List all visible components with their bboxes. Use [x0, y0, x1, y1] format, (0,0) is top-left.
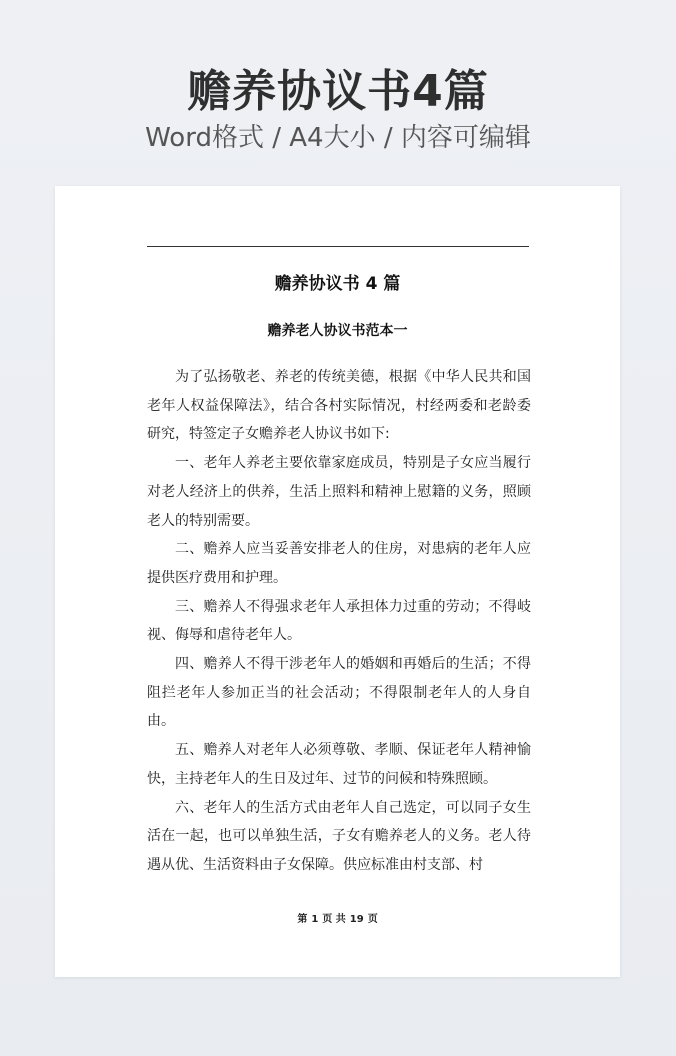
paragraph: 五、赡养人对老年人必须尊敬、孝顺、保证老年人精神愉快，主持老年人的生日及过年、过节的问候和特殊照顾。: [147, 742, 531, 787]
banner: [0, 0, 676, 186]
paragraph: 四、赡养人不得干涉老年人的婚姻和再婚后的生活；不得阻拦老年人参加正当的社会活动；不得限制老年人的人身自由。: [147, 656, 531, 730]
paragraph: 六、老年人的生活方式由老年人自己选定，可以同子女生活在一起，也可以单独生活，子女有赡养老人的义务。老人待遇从优、生活资料由子女保障。供应标准由村支部、村: [147, 799, 531, 873]
banner-subtitle: Word格式 / A4大小 / 内容可编辑: [145, 123, 531, 153]
document-title: 赡养协议书 4 篇: [274, 274, 401, 294]
footer-suffix: 页: [367, 914, 378, 925]
page-footer: [55, 912, 620, 928]
footer-prefix: 第: [297, 914, 308, 925]
document-page: [55, 186, 620, 977]
paragraph: 一、老年人养老主要依靠家庭成员，特别是子女应当履行对老人经济上的供养，生活上照料和精神上慰籍的义务，照顾老人的特别需要。: [147, 455, 531, 529]
header-rule: [147, 246, 529, 247]
paragraph: 二、赡养人应当妥善安排老人的住房，对患病的老年人应提供医疗费用和护理。: [147, 541, 531, 586]
banner-title: 赡养协议书4篇: [187, 66, 489, 117]
footer-middle: 页 共: [322, 914, 346, 925]
total-pages-number: 19: [349, 914, 364, 925]
paragraph: 三、赡养人不得强求老年人承担体力过重的劳动；不得岐视、侮辱和虐待老年人。: [147, 598, 531, 644]
paragraph: 为了弘扬敬老、养老的传统美德，根据《中华人民共和国老年人权益保障法》，结合各村实际情况，村经两委和老龄委研究，特签定子女赡养老人协议书如下:: [147, 369, 531, 443]
current-page-number: 1: [311, 914, 319, 925]
document-body: [147, 363, 531, 880]
section-heading: 赡养老人协议书范本一: [267, 323, 408, 339]
